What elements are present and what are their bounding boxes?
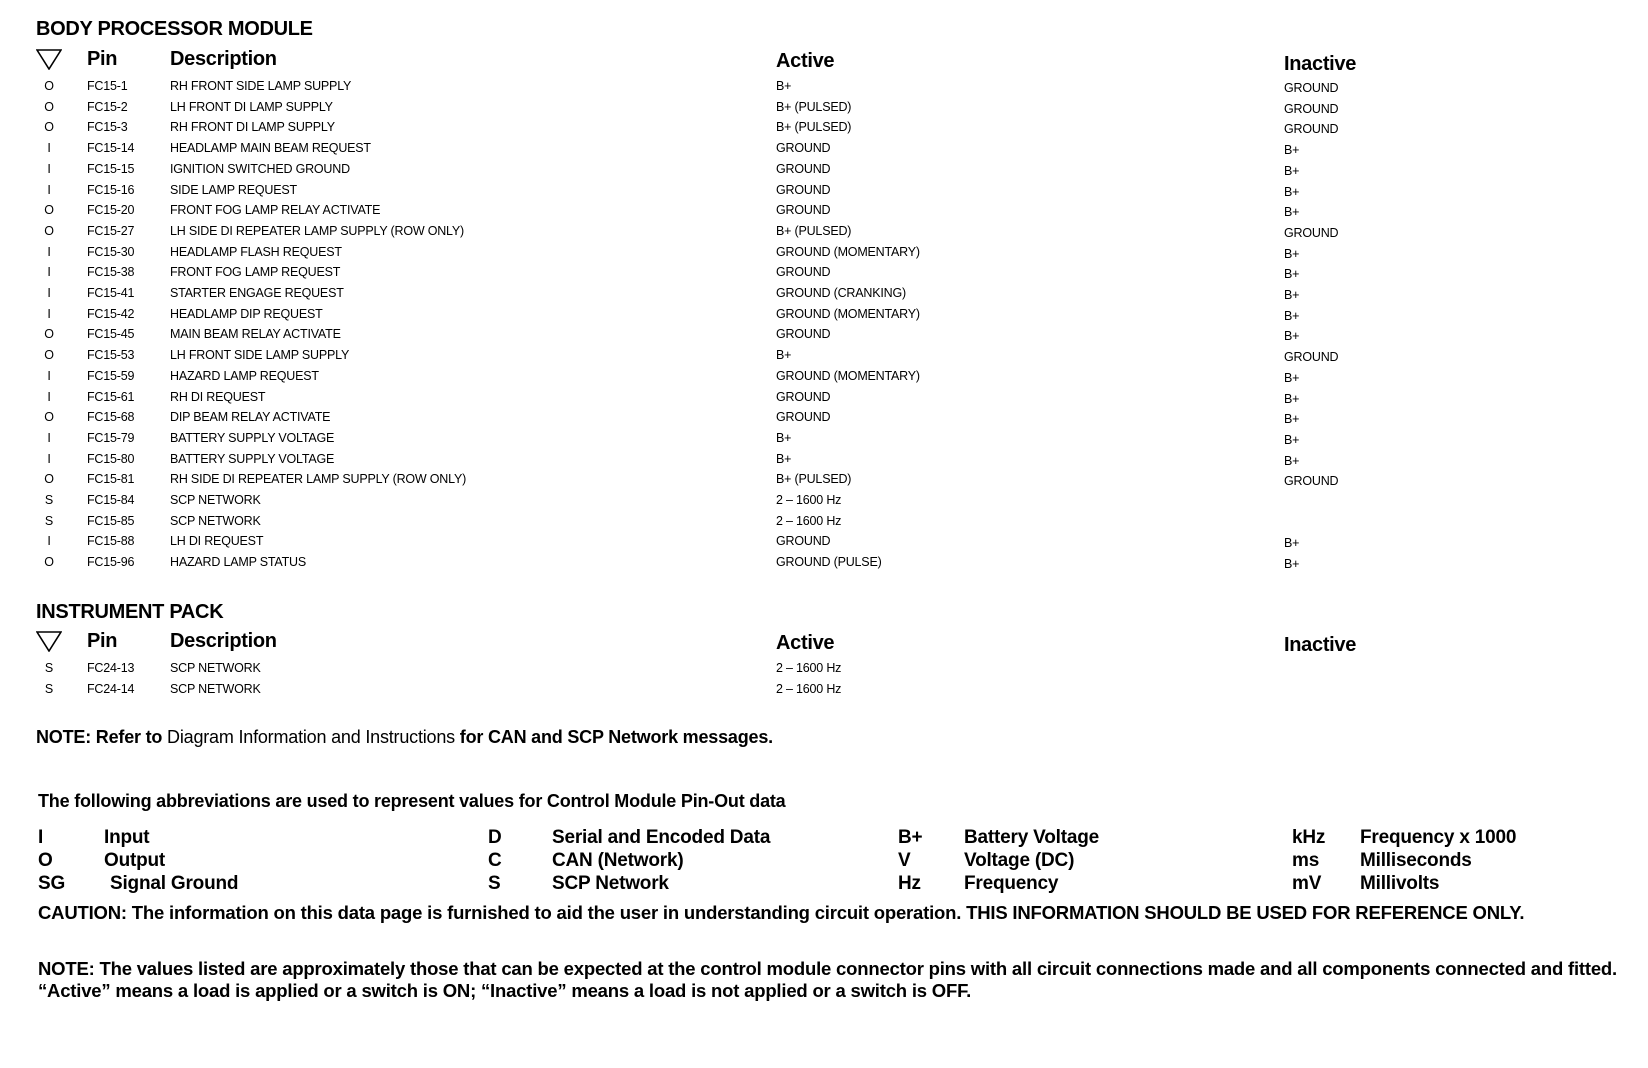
direction-cell: I xyxy=(47,534,51,549)
description-cell: LH SIDE DI REPEATER LAMP SUPPLY (ROW ONLY) xyxy=(170,223,464,238)
abbreviation-meaning: Output xyxy=(104,850,166,871)
inactive-cell: B+ xyxy=(1284,329,1300,344)
inactive-cell: GROUND xyxy=(1284,350,1339,365)
note-values-text: NOTE: The values listed are approximately those that can be expected at the control module connector pins with all circuit connections made and all components connected and fitted. “Active” means a load is applied or a switch is ON; “Inactive” means a load is not applied or a switch is OFF. xyxy=(38,958,1617,1001)
pin-cell: FC24-13 xyxy=(87,661,135,675)
direction-cell: O xyxy=(44,120,54,135)
direction-cell: O xyxy=(44,327,54,342)
direction-cell: I xyxy=(47,306,51,321)
pin-cell: FC15-53 xyxy=(87,348,135,363)
description-cell: HEADLAMP FLASH REQUEST xyxy=(170,244,342,259)
direction-cell: I xyxy=(47,141,51,156)
pin-cell: FC15-41 xyxy=(87,286,135,300)
pin-cell: FC15-1 xyxy=(87,79,128,93)
abbreviation-code: kHz xyxy=(1292,827,1326,848)
description-cell: STARTER ENGAGE REQUEST xyxy=(170,286,344,300)
pin-cell: FC15-68 xyxy=(87,410,135,425)
abbreviation-code: O xyxy=(38,850,53,871)
table-row xyxy=(0,661,1648,681)
header-active: Active xyxy=(776,50,835,72)
header-description: Description xyxy=(170,48,277,70)
description-cell: SCP NETWORK xyxy=(170,661,261,675)
active-cell: GROUND xyxy=(776,389,831,404)
table-row xyxy=(0,555,1648,575)
table-row xyxy=(0,390,1648,410)
inactive-cell: B+ xyxy=(1284,184,1300,199)
direction-cell: I xyxy=(47,286,51,300)
table-row xyxy=(0,493,1648,513)
active-cell: 2 – 1600 Hz xyxy=(776,493,842,507)
table-row xyxy=(0,162,1648,182)
active-cell: 2 – 1600 Hz xyxy=(776,513,842,528)
abbreviation-meaning: Millivolts xyxy=(1360,873,1440,894)
inactive-cell: B+ xyxy=(1284,432,1300,447)
pin-cell: FC15-27 xyxy=(87,223,135,238)
inactive-cell: B+ xyxy=(1284,412,1300,427)
table-row xyxy=(0,183,1648,203)
inactive-cell: B+ xyxy=(1284,308,1300,323)
abbreviation-code: SG xyxy=(38,873,66,894)
inactive-cell: B+ xyxy=(1284,143,1300,158)
description-cell: RH FRONT DI LAMP SUPPLY xyxy=(170,120,335,135)
table-row xyxy=(0,431,1648,451)
pin-cell: FC15-14 xyxy=(87,141,135,156)
direction-cell: O xyxy=(44,79,54,93)
abbreviation-meaning: CAN (Network) xyxy=(552,850,684,871)
note-suffix: for CAN and SCP Network messages. xyxy=(459,727,773,747)
direction-cell: O xyxy=(44,348,54,363)
active-cell: GROUND (CRANKING) xyxy=(776,286,906,300)
inactive-cell: B+ xyxy=(1284,163,1300,178)
direction-cell: I xyxy=(47,451,51,466)
abbreviation-meaning: Input xyxy=(104,827,150,848)
table-row xyxy=(0,327,1648,347)
description-cell: SCP NETWORK xyxy=(170,681,261,696)
abbreviation-meaning: Battery Voltage xyxy=(964,827,1099,848)
direction-cell: O xyxy=(44,203,54,218)
header-inactive: Inactive xyxy=(1284,634,1357,656)
abbreviation-code: C xyxy=(488,850,502,871)
description-cell: LH FRONT DI LAMP SUPPLY xyxy=(170,99,333,114)
pin-cell: FC15-59 xyxy=(87,368,135,383)
abbreviation-code: D xyxy=(488,827,502,848)
table-row xyxy=(0,120,1648,140)
abbreviation-code: I xyxy=(38,827,44,848)
active-cell: B+ xyxy=(776,348,792,363)
abbreviation-code: Hz xyxy=(898,873,921,894)
abbreviation-meaning: Serial and Encoded Data xyxy=(552,827,771,848)
active-cell: GROUND xyxy=(776,203,831,218)
inactive-cell: B+ xyxy=(1284,557,1300,572)
direction-cell: O xyxy=(44,555,54,570)
direction-cell: S xyxy=(44,493,54,507)
direction-cell: O xyxy=(44,472,54,487)
note-network-messages xyxy=(36,727,773,748)
description-cell: SIDE LAMP REQUEST xyxy=(170,182,297,197)
abbreviation-meaning: Signal Ground xyxy=(110,873,239,894)
abbreviation-code: ms xyxy=(1292,850,1320,871)
table-row xyxy=(0,100,1648,120)
active-cell: GROUND xyxy=(776,410,831,425)
pin-cell: FC15-20 xyxy=(87,203,135,218)
pin-cell: FC15-88 xyxy=(87,534,135,549)
description-cell: DIP BEAM RELAY ACTIVATE xyxy=(170,410,331,425)
direction-cell: I xyxy=(47,182,51,197)
pin-cell: FC15-16 xyxy=(87,182,135,197)
active-cell: GROUND xyxy=(776,161,831,176)
table-row xyxy=(0,472,1648,492)
active-cell: B+ xyxy=(776,430,792,445)
header-description: Description xyxy=(170,630,277,652)
active-cell: GROUND xyxy=(776,534,831,549)
direction-cell: I xyxy=(47,265,51,280)
active-cell: GROUND (PULSE) xyxy=(776,555,882,570)
direction-triangle-icon xyxy=(36,48,62,70)
abbreviation-meaning: Frequency xyxy=(964,873,1059,894)
description-cell: LH FRONT SIDE LAMP SUPPLY xyxy=(170,348,350,363)
table-row xyxy=(0,265,1648,285)
pin-cell: FC15-30 xyxy=(87,244,135,259)
active-cell: GROUND (MOMENTARY) xyxy=(776,306,920,321)
header-inactive: Inactive xyxy=(1284,53,1357,75)
description-cell: IGNITION SWITCHED GROUND xyxy=(170,161,350,176)
direction-triangle-icon xyxy=(36,630,62,652)
header-pin: Pin xyxy=(87,48,118,70)
pin-cell: FC15-96 xyxy=(87,555,135,570)
direction-cell: S xyxy=(44,513,54,528)
table-row xyxy=(0,224,1648,244)
caution-text: CAUTION: The information on this data page is furnished to aid the user in understanding circuit operation. THIS INFORMATION SHOULD BE USED FOR REFERENCE ONLY. xyxy=(38,902,1525,923)
table-row xyxy=(0,307,1648,327)
active-cell: B+ (PULSED) xyxy=(776,472,852,487)
inactive-cell: B+ xyxy=(1284,205,1300,220)
active-cell: GROUND xyxy=(776,182,831,197)
diagram-info-link[interactable]: Diagram Information and Instructions xyxy=(167,727,455,747)
direction-cell: I xyxy=(47,430,51,445)
pin-cell: FC15-61 xyxy=(87,389,135,404)
table-row xyxy=(0,452,1648,472)
header-active: Active xyxy=(776,632,835,654)
pin-cell: FC15-15 xyxy=(87,161,135,176)
active-cell: GROUND xyxy=(776,327,831,342)
inactive-cell: B+ xyxy=(1284,536,1300,551)
table-row xyxy=(0,369,1648,389)
active-cell: GROUND xyxy=(776,141,831,156)
table-row xyxy=(0,682,1648,702)
active-cell: GROUND (MOMENTARY) xyxy=(776,368,920,383)
active-cell: GROUND (MOMENTARY) xyxy=(776,244,920,259)
header-pin: Pin xyxy=(87,630,118,652)
active-cell: B+ (PULSED) xyxy=(776,223,852,238)
abbreviation-code: B+ xyxy=(898,827,923,848)
description-cell: BATTERY SUPPLY VOLTAGE xyxy=(170,451,335,466)
description-cell: RH DI REQUEST xyxy=(170,389,266,404)
description-cell: HAZARD LAMP STATUS xyxy=(170,555,307,570)
abbreviation-meaning: Milliseconds xyxy=(1360,850,1472,871)
pin-cell: FC15-81 xyxy=(87,472,135,487)
table-row xyxy=(0,79,1648,99)
description-cell: RH SIDE DI REPEATER LAMP SUPPLY (ROW ONLY) xyxy=(170,472,467,487)
inactive-cell: B+ xyxy=(1284,391,1300,406)
description-cell: FRONT FOG LAMP RELAY ACTIVATE xyxy=(170,203,381,218)
inactive-cell: B+ xyxy=(1284,453,1300,468)
table-row xyxy=(0,410,1648,430)
active-cell: 2 – 1600 Hz xyxy=(776,661,842,675)
description-cell: RH FRONT SIDE LAMP SUPPLY xyxy=(170,79,352,93)
description-cell: BATTERY SUPPLY VOLTAGE xyxy=(170,430,335,445)
inactive-cell: B+ xyxy=(1284,370,1300,385)
pin-cell: FC15-79 xyxy=(87,430,135,445)
active-cell: 2 – 1600 Hz xyxy=(776,681,842,696)
inactive-cell: GROUND xyxy=(1284,101,1339,116)
direction-cell: S xyxy=(44,661,54,675)
inactive-cell: GROUND xyxy=(1284,474,1339,489)
table-row xyxy=(0,203,1648,223)
table-row xyxy=(0,286,1648,306)
abbreviation-meaning: SCP Network xyxy=(552,873,669,894)
description-cell: LH DI REQUEST xyxy=(170,534,264,549)
pin-cell: FC15-38 xyxy=(87,265,135,280)
abbreviations-title: The following abbreviations are used to represent values for Control Module Pin-Out data xyxy=(38,791,786,811)
direction-cell: O xyxy=(44,410,54,425)
direction-cell: S xyxy=(44,681,54,696)
pin-cell: FC15-42 xyxy=(87,306,135,321)
active-cell: GROUND xyxy=(776,265,831,280)
direction-cell: O xyxy=(44,223,54,238)
inactive-cell: GROUND xyxy=(1284,81,1339,95)
description-cell: HEADLAMP MAIN BEAM REQUEST xyxy=(170,141,371,156)
description-cell: FRONT FOG LAMP REQUEST xyxy=(170,265,341,280)
inactive-cell: B+ xyxy=(1284,267,1300,282)
direction-cell: I xyxy=(47,244,51,259)
inactive-cell: GROUND xyxy=(1284,122,1339,137)
description-cell: MAIN BEAM RELAY ACTIVATE xyxy=(170,327,341,342)
table-row xyxy=(0,514,1648,534)
table-row xyxy=(0,245,1648,265)
pin-cell: FC15-45 xyxy=(87,327,135,342)
active-cell: B+ (PULSED) xyxy=(776,99,852,114)
abbreviation-code: V xyxy=(898,850,911,871)
table-row xyxy=(0,141,1648,161)
pin-cell: FC15-2 xyxy=(87,99,128,114)
abbreviation-meaning: Frequency x 1000 xyxy=(1360,827,1517,848)
direction-cell: O xyxy=(44,99,54,114)
section-title-instrument-pack: INSTRUMENT PACK xyxy=(36,601,224,623)
description-cell: SCP NETWORK xyxy=(170,493,261,507)
table-row xyxy=(0,534,1648,554)
abbreviation-meaning: Voltage (DC) xyxy=(964,850,1075,871)
inactive-cell: B+ xyxy=(1284,246,1300,261)
pin-cell: FC15-84 xyxy=(87,493,135,507)
inactive-cell: GROUND xyxy=(1284,225,1339,240)
abbreviation-code: S xyxy=(488,873,501,894)
section-title-body-processor: BODY PROCESSOR MODULE xyxy=(36,18,313,40)
active-cell: B+ xyxy=(776,79,792,93)
pin-cell: FC15-3 xyxy=(87,120,128,135)
pin-cell: FC15-80 xyxy=(87,451,135,466)
table-row xyxy=(0,348,1648,368)
active-cell: B+ (PULSED) xyxy=(776,120,852,135)
abbreviation-code: mV xyxy=(1292,873,1322,894)
direction-cell: I xyxy=(47,389,51,404)
inactive-cell: B+ xyxy=(1284,288,1300,302)
note-prefix: NOTE: Refer to xyxy=(36,727,163,747)
pin-cell: FC24-14 xyxy=(87,681,135,696)
description-cell: HAZARD LAMP REQUEST xyxy=(170,368,319,383)
direction-cell: I xyxy=(47,161,51,176)
active-cell: B+ xyxy=(776,451,792,466)
pin-cell: FC15-85 xyxy=(87,513,135,528)
direction-cell: I xyxy=(47,368,51,383)
description-cell: HEADLAMP DIP REQUEST xyxy=(170,306,323,321)
description-cell: SCP NETWORK xyxy=(170,513,261,528)
